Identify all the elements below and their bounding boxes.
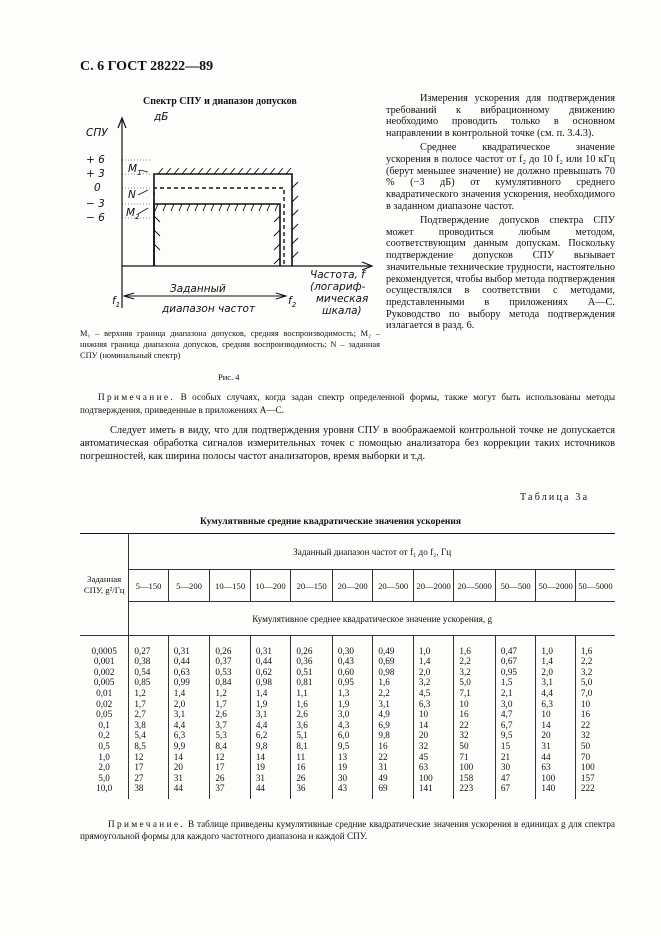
value-cell: 3,8 — [129, 720, 168, 731]
value-cell: 1,5 — [495, 677, 536, 688]
value-cell: 0,98 — [250, 677, 291, 688]
value-cell: 19 — [250, 762, 291, 773]
value-cell: 30 — [332, 773, 373, 784]
range-label-2: диапазон частот — [162, 303, 256, 315]
range-col-header: 10—200 — [250, 570, 291, 602]
y-tick-minus3: − 3 — [86, 198, 105, 210]
value-cell: 10 — [454, 698, 496, 709]
data-table — [80, 533, 615, 799]
value-cell: 7,0 — [575, 688, 615, 699]
right-paragraph: Среднее квадратическое значение ускорения в полосе частот от f₂ до 10 f₂ или 10 кГц (берут меньшее значение) не должно превышать 70 % (−3 дБ) от кумулятивного среднего квадратического значения ускорения, необходимого в заданном диапазоне частот. — [386, 142, 615, 212]
spu-cell: 0,2 — [98, 730, 110, 741]
value-cell: 47 — [495, 773, 536, 784]
value-cell: 3,6 — [291, 720, 333, 731]
value-cell: 5,0 — [454, 677, 496, 688]
spu-cell: 2,0 — [98, 762, 110, 773]
value-cell: 5,0 — [575, 677, 615, 688]
spu-cell: 0,02 — [96, 698, 113, 709]
value-cell: 14 — [168, 751, 210, 762]
value-cell: 1,1 — [291, 688, 333, 699]
range-col-header: 5—200 — [168, 570, 210, 602]
value-cell: 37 — [210, 783, 251, 799]
range-col-header: 20—500 — [373, 570, 414, 602]
spu-cell: 10,0 — [96, 783, 113, 794]
value-cell: 10 — [413, 709, 454, 720]
value-cell: 31 — [536, 741, 575, 752]
value-cell: 100 — [454, 762, 496, 773]
value-cell: 0,81 — [291, 677, 333, 688]
value-cell: 11 — [291, 751, 333, 762]
value-cell: 14 — [536, 720, 575, 731]
table-row — [80, 688, 615, 699]
value-cell: 31 — [250, 773, 291, 784]
value-cell: 0,53 — [210, 667, 251, 678]
value-cell: 6,9 — [373, 720, 414, 731]
value-cell: 0,44 — [168, 656, 210, 667]
figure-caption: M₁ – верхняя граница диапазона допусков, средняя воспроизводимость; M₂ – нижняя граница диапазона допусков, средняя воспроизводимость; N – заданная СПУ (номинальный спектр) — [80, 329, 380, 360]
value-cell: 0,98 — [373, 667, 414, 678]
value-cell: 1,9 — [250, 698, 291, 709]
table-row — [80, 773, 615, 784]
table-row — [80, 667, 615, 678]
value-cell: 4,4 — [250, 720, 291, 731]
value-cell: 0,26 — [291, 636, 333, 657]
value-cell: 0,43 — [332, 656, 373, 667]
spu-cell: 0,01 — [96, 688, 113, 699]
range-label-1: Заданный — [170, 283, 226, 295]
spu-cell: 0,5 — [98, 741, 110, 752]
spu-cell: 0,1 — [98, 719, 110, 730]
range-col-header: 50—2000 — [536, 570, 575, 602]
value-cell: 0,30 — [332, 636, 373, 657]
value-cell: 4,9 — [373, 709, 414, 720]
range-col-header: 20—5000 — [454, 570, 496, 602]
value-cell: 32 — [575, 730, 615, 741]
value-cell: 3,0 — [332, 709, 373, 720]
value-cell: 1,6 — [575, 636, 615, 657]
n-nominal-spectrum — [154, 188, 284, 266]
value-cell: 0,37 — [210, 656, 251, 667]
range-col-header: 50—5000 — [575, 570, 615, 602]
range-col-header: 10—150 — [210, 570, 251, 602]
value-cell: 45 — [413, 751, 454, 762]
table-row — [80, 783, 615, 799]
value-cell: 141 — [413, 783, 454, 799]
value-cell: 1,4 — [413, 656, 454, 667]
value-cell: 13 — [332, 751, 373, 762]
table-row — [80, 720, 615, 731]
value-cell: 3,1 — [168, 709, 210, 720]
range-col-header: 50—500 — [495, 570, 536, 602]
table-row — [80, 709, 615, 720]
value-cell: 17 — [210, 762, 251, 773]
value-cell: 6,3 — [536, 698, 575, 709]
y-tick-minus6: − 6 — [86, 212, 105, 224]
value-cell: 6,0 — [332, 730, 373, 741]
value-cell: 1,9 — [332, 698, 373, 709]
value-cell: 3,1 — [536, 677, 575, 688]
value-cell: 3,2 — [413, 677, 454, 688]
spu-cell: 1,0 — [98, 751, 110, 762]
value-cell: 0,85 — [129, 677, 168, 688]
value-cell: 21 — [495, 751, 536, 762]
value-cell: 4,3 — [332, 720, 373, 731]
value-cell: 26 — [210, 773, 251, 784]
value-cell: 1,6 — [454, 636, 496, 657]
freq-label-3: мическая — [316, 293, 369, 305]
value-cell: 2,7 — [129, 709, 168, 720]
value-cell: 6,7 — [495, 720, 536, 731]
value-cell: 0,51 — [291, 667, 333, 678]
value-cell: 36 — [291, 783, 333, 799]
spu-cell: 0,001 — [93, 656, 115, 667]
paragraph-2: Следует иметь в виду, что для подтверждения уровня СПУ в воображаемой контрольной точке не допускается автоматическая обработка сигналов измерительных точек с помощью анализатора без коррекции таких источников погрешностей, как ширина полосы частот анализаторов, время выборки и т.д. — [80, 425, 615, 463]
value-cell: 2,2 — [454, 656, 496, 667]
range-col-header: 5—150 — [129, 570, 168, 602]
value-cell: 16 — [454, 709, 496, 720]
right-paragraph: Подтверждение допусков спектра СПУ может проводиться любым методом, соответствующим данным допускам. Поскольку подтверждение допусков СПУ вызывает значительные технические трудности, настоятельно рекомендуется, чтобы выбор метода подтверждения осуществлялся в соответствии с методами, представленными в приложениях А—С. Руководство по выбору метода подтверждения излагается в разд. 6. — [386, 215, 615, 332]
value-cell: 1,6 — [291, 698, 333, 709]
value-cell: 20 — [168, 762, 210, 773]
value-cell: 17 — [129, 762, 168, 773]
value-cell: 3,2 — [575, 667, 615, 678]
value-cell: 5,4 — [129, 730, 168, 741]
value-cell: 1,4 — [536, 656, 575, 667]
value-cell: 20 — [413, 730, 454, 741]
value-cell: 8,4 — [210, 741, 251, 752]
table-row — [80, 751, 615, 762]
value-cell: 157 — [575, 773, 615, 784]
value-cell: 16 — [373, 741, 414, 752]
value-cell: 10 — [575, 698, 615, 709]
value-cell: 0,54 — [129, 667, 168, 678]
spu-axis-label: СПУ — [86, 127, 108, 139]
freq-label-4: шкала) — [322, 305, 362, 317]
value-cell: 3,7 — [210, 720, 251, 731]
spu-cell: 0,05 — [96, 709, 113, 720]
value-cell: 0,44 — [250, 656, 291, 667]
spu-cell: 0,005 — [93, 677, 115, 688]
freq-label-1: Частота, f — [310, 269, 365, 281]
value-cell: 22 — [454, 720, 496, 731]
value-cell: 10 — [536, 709, 575, 720]
value-cell: 1,4 — [250, 688, 291, 699]
value-cell: 2,6 — [210, 709, 251, 720]
value-cell: 0,38 — [129, 656, 168, 667]
table-label: Таблица 3а — [520, 492, 590, 503]
value-cell: 9,8 — [373, 730, 414, 741]
value-cell: 70 — [575, 751, 615, 762]
value-cell: 0,49 — [373, 636, 414, 657]
value-cell: 3,1 — [373, 698, 414, 709]
value-cell: 1,0 — [413, 636, 454, 657]
value-cell: 12 — [210, 751, 251, 762]
value-cell: 3,2 — [454, 667, 496, 678]
value-cell: 16 — [291, 762, 333, 773]
value-cell: 4,4 — [536, 688, 575, 699]
range-col-header: 20—150 — [291, 570, 333, 602]
value-cell: 22 — [373, 751, 414, 762]
value-cell: 4,7 — [495, 709, 536, 720]
value-cell: 100 — [575, 762, 615, 773]
col-spu-header: Заданная СПУ, g²/Гц — [80, 534, 129, 636]
sub-header: Кумулятивное среднее квадратическое значение ускорения, g — [129, 602, 615, 636]
value-cell: 32 — [413, 741, 454, 752]
value-cell: 15 — [495, 741, 536, 752]
value-cell: 44 — [250, 783, 291, 799]
note-2-label: Примечание. — [108, 819, 186, 829]
value-cell: 31 — [168, 773, 210, 784]
note-1-label: Примечание. — [98, 392, 176, 402]
value-cell: 19 — [332, 762, 373, 773]
value-cell: 44 — [536, 751, 575, 762]
table-row — [80, 677, 615, 688]
value-cell: 0,31 — [168, 636, 210, 657]
value-cell: 2,0 — [168, 698, 210, 709]
value-cell: 50 — [454, 741, 496, 752]
value-cell: 1,4 — [168, 688, 210, 699]
value-cell: 0,84 — [210, 677, 251, 688]
value-cell: 9,5 — [495, 730, 536, 741]
y-tick-plus3: + 3 — [86, 168, 105, 180]
value-cell: 0,67 — [495, 656, 536, 667]
table-title: Кумулятивные средние квадратические значения ускорения — [199, 517, 461, 527]
freq-label-2: (логариф- — [310, 281, 366, 293]
value-cell: 7,1 — [454, 688, 496, 699]
value-cell: 2,0 — [536, 667, 575, 678]
value-cell: 140 — [536, 783, 575, 799]
table-row — [80, 656, 615, 667]
value-cell: 71 — [454, 751, 496, 762]
value-cell: 0,36 — [291, 656, 333, 667]
value-cell: 0,99 — [168, 677, 210, 688]
right-paragraph: Измерения ускорения для подтверждения требований к вибрационному движению необходимо проводить только в основном направлении в контрольной точке (см. п. 3.4.3). — [386, 93, 615, 140]
value-cell: 9,5 — [332, 741, 373, 752]
value-cell: 49 — [373, 773, 414, 784]
table-row — [80, 730, 615, 741]
value-cell: 158 — [454, 773, 496, 784]
value-cell: 30 — [495, 762, 536, 773]
value-cell: 0,27 — [129, 636, 168, 657]
table-row — [80, 698, 615, 709]
spu-cell: 5,0 — [98, 772, 110, 783]
n-label: N — [128, 189, 136, 201]
value-cell: 0,95 — [332, 677, 373, 688]
f1-label: $f_1$ — [112, 295, 121, 309]
value-cell: 6,3 — [168, 730, 210, 741]
value-cell: 0,26 — [210, 636, 251, 657]
value-cell: 12 — [129, 751, 168, 762]
value-cell: 6,2 — [250, 730, 291, 741]
y-tick-zero: 0 — [94, 182, 101, 194]
value-cell: 63 — [536, 762, 575, 773]
value-cell: 14 — [250, 751, 291, 762]
f2-label: $f_2$ — [288, 295, 297, 309]
table-row — [80, 636, 615, 657]
value-cell: 100 — [536, 773, 575, 784]
range-col-header: 20—2000 — [413, 570, 454, 602]
m2-lower-tolerance — [154, 204, 280, 266]
value-cell: 22 — [575, 720, 615, 731]
page-header: С. 6 ГОСТ 28222—89 — [80, 59, 214, 74]
figure-title: Спектр СПУ и диапазон допусков — [143, 96, 297, 107]
value-cell: 5,1 — [291, 730, 333, 741]
value-cell: 0,63 — [168, 667, 210, 678]
db-unit: дБ — [154, 111, 169, 123]
table-row — [80, 741, 615, 752]
value-cell: 1,3 — [332, 688, 373, 699]
note-2 — [80, 818, 615, 843]
value-cell: 43 — [332, 783, 373, 799]
note-1 — [80, 391, 615, 416]
value-cell: 0,31 — [250, 636, 291, 657]
m1-label: $M_1$ — [128, 163, 142, 177]
value-cell: 0,95 — [495, 667, 536, 678]
value-cell: 4,4 — [168, 720, 210, 731]
value-cell: 1,2 — [129, 688, 168, 699]
note-2-text: В таблице приведены кумулятивные средние квадратические значения ускорения в единицах g для спектра прямоугольной формы для каждого частотного диапазона и каждой СПУ. — [80, 819, 615, 842]
value-cell: 1,6 — [373, 677, 414, 688]
y-tick-plus6: + 6 — [86, 154, 105, 166]
value-cell: 2,6 — [291, 709, 333, 720]
range-header: Заданный диапазон частот от f₁ до f₂, Гц — [129, 534, 615, 570]
figure-number: Рис. 4 — [218, 372, 240, 382]
value-cell: 4,5 — [413, 688, 454, 699]
m2-label: $M_2$ — [126, 207, 140, 221]
value-cell: 2,1 — [495, 688, 536, 699]
value-cell: 8,5 — [129, 741, 168, 752]
spectrum-figure — [82, 108, 382, 320]
value-cell: 20 — [536, 730, 575, 741]
value-cell: 26 — [291, 773, 333, 784]
value-cell: 0,62 — [250, 667, 291, 678]
value-cell: 3,1 — [250, 709, 291, 720]
value-cell: 0,60 — [332, 667, 373, 678]
note-1-text: В особых случаях, когда задан спектр определенной формы, также могут быть использованы методы подтверждения, приведенные в приложениях А—С. — [80, 392, 616, 415]
value-cell: 63 — [413, 762, 454, 773]
spu-cell: 0,0005 — [91, 646, 117, 656]
value-cell: 5,3 — [210, 730, 251, 741]
right-column-text — [386, 93, 615, 335]
value-cell: 0,47 — [495, 636, 536, 657]
value-cell: 2,0 — [413, 667, 454, 678]
value-cell: 38 — [129, 783, 168, 799]
value-cell: 0,69 — [373, 656, 414, 667]
value-cell: 44 — [168, 783, 210, 799]
value-cell: 2,2 — [373, 688, 414, 699]
spu-cell: 0,002 — [93, 666, 115, 677]
table-row — [80, 762, 615, 773]
value-cell: 100 — [413, 773, 454, 784]
value-cell: 69 — [373, 783, 414, 799]
value-cell: 9,9 — [168, 741, 210, 752]
range-col-header: 20—200 — [332, 570, 373, 602]
value-cell: 14 — [413, 720, 454, 731]
value-cell: 32 — [454, 730, 496, 741]
value-cell: 222 — [575, 783, 615, 799]
value-cell: 16 — [575, 709, 615, 720]
value-cell: 50 — [575, 741, 615, 752]
value-cell: 8,1 — [291, 741, 333, 752]
m1-hatching — [158, 168, 298, 258]
value-cell: 27 — [129, 773, 168, 784]
m2-hatching — [154, 204, 280, 264]
value-cell: 2,2 — [575, 656, 615, 667]
value-cell: 31 — [373, 762, 414, 773]
value-cell: 1,7 — [129, 698, 168, 709]
value-cell: 3,0 — [495, 698, 536, 709]
value-cell: 9,8 — [250, 741, 291, 752]
value-cell: 1,2 — [210, 688, 251, 699]
value-cell: 6,3 — [413, 698, 454, 709]
value-cell: 67 — [495, 783, 536, 799]
value-cell: 1,7 — [210, 698, 251, 709]
value-cell: 223 — [454, 783, 496, 799]
value-cell: 1,0 — [536, 636, 575, 657]
